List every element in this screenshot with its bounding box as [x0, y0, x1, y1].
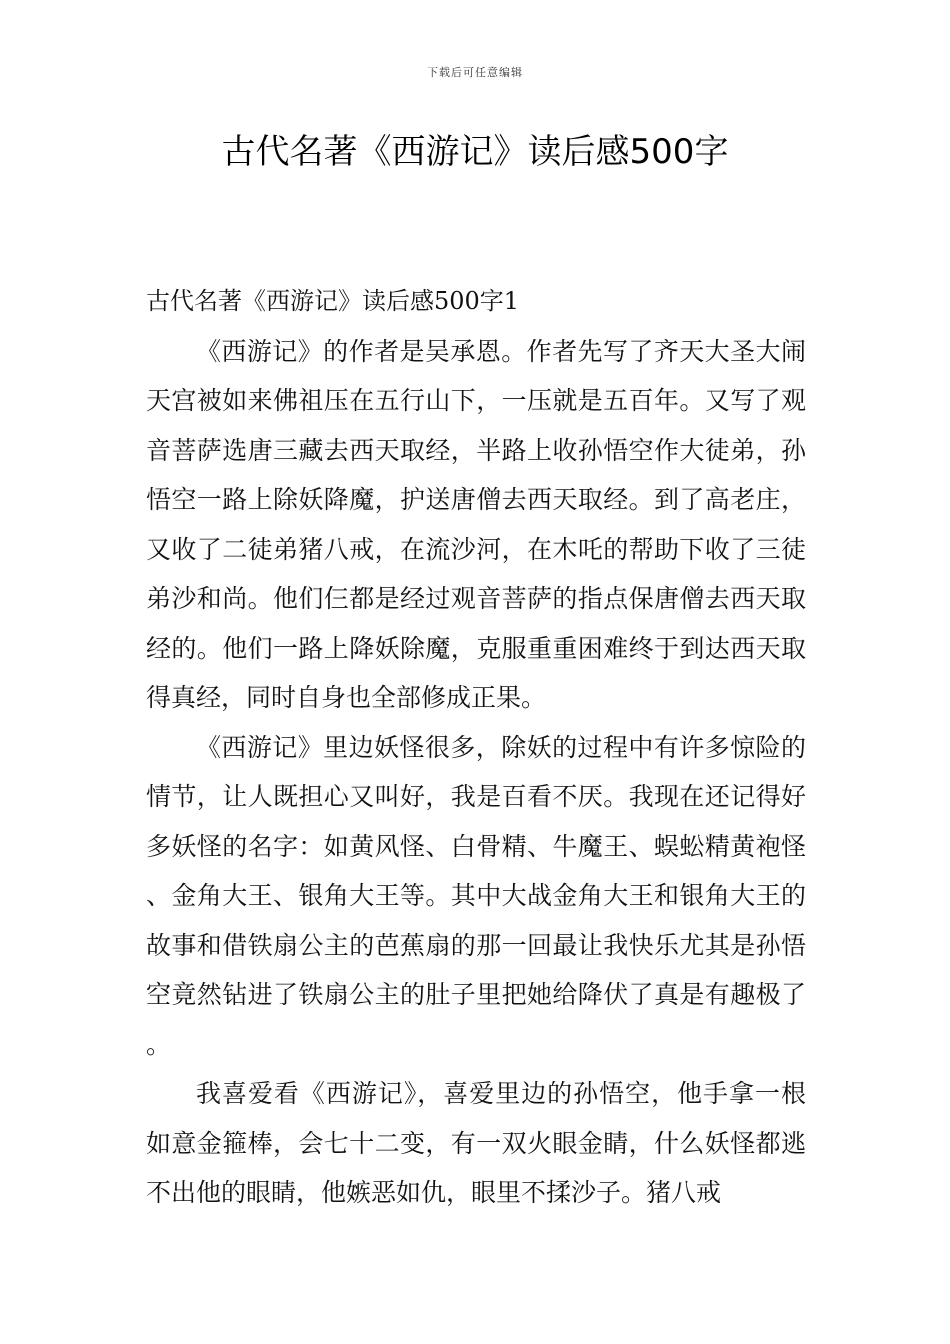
- paragraph: 我喜爱看《西游记》，喜爱里边的孙悟空，他手拿一根如意金箍棒，会七十二变，有一双火眼金睛，什么妖怪都逃不出他的眼睛，他嫉恶如仇，眼里不揉沙子。猪八戒: [146, 1079, 806, 1207]
- paragraph: 《西游记》的作者是吴承恩。作者先写了齐天大圣大闹天宫被如来佛祖压在五行山下，一压就是五百年。又写了观音菩萨选唐三藏去西天取经，半路上收孙悟空作大徒弟，孙悟空一路上除妖降魔，护送唐僧去西天取经。到了高老庄，又收了二徒弟猪八戒，在流沙河，在木吒的帮助下收了三徒弟沙和尚。他们仨都是经过观音菩萨的指点保唐僧去西天取经的。他们一路上降妖除魔，克服重重困难终于到达西天取得真经，同时自身也全部修成正果。: [146, 336, 806, 712]
- header-note: 下载后可任意编辑: [427, 66, 523, 79]
- section-heading: 古代名著《西游记》读后感500字1: [146, 287, 520, 315]
- document-body: [146, 277, 806, 1218]
- document-title: 古代名著《西游记》读后感500字: [221, 132, 729, 172]
- paragraph: 《西游记》里边妖怪很多，除妖的过程中有许多惊险的情节，让人既担心又叫好，我是百看不厌。我现在还记得好多妖怪的名字：如黄风怪、白骨精、牛魔王、蜈蚣精黄袍怪、金角大王、银角大王等。其中大战金角大王和银角大王的故事和借铁扇公主的芭蕉扇的那一回最让我快乐尤其是孙悟空竟然钻进了铁扇公主的肚子里把她给降伏了真是有趣极了。: [146, 732, 806, 1059]
